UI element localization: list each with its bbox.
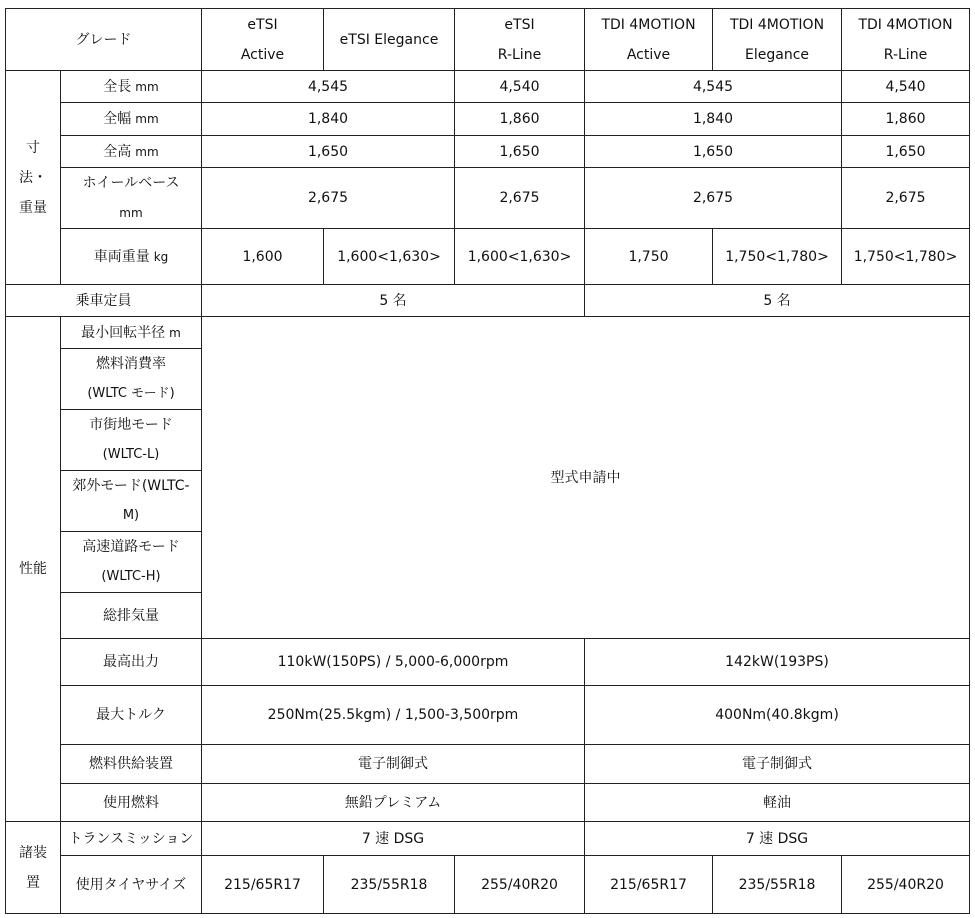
pending-notice: 型式申請中 [202, 317, 970, 639]
max-torque-etsi: 250Nm(25.5kgm) / 1,500-3,500rpm [202, 686, 585, 745]
weight-value: 1,600<1,630> [455, 229, 585, 285]
label-wheelbase: ホイールベース mm [61, 168, 202, 229]
row-fuel-type [6, 784, 970, 822]
label-fuel-type: 使用燃料 [61, 784, 202, 822]
grade-etsi-elegance: eTSI Elegance [324, 9, 455, 71]
height-tdi-rline: 1,650 [842, 136, 970, 168]
label-max-output: 最高出力 [61, 639, 202, 686]
section-performance: 性能 [6, 317, 61, 822]
row-transmission [6, 822, 970, 856]
max-output-etsi: 110kW(150PS) / 5,000-6,000rpm [202, 639, 585, 686]
row-length [6, 71, 970, 103]
length-tdi-rline: 4,540 [842, 71, 970, 103]
weight-value: 1,750 [585, 229, 713, 285]
grade-etsi-active: eTSI Active [202, 9, 324, 71]
row-height [6, 136, 970, 168]
header-row [6, 9, 970, 71]
wheelbase-etsi: 2,675 [202, 168, 455, 229]
row-tires [6, 856, 970, 914]
max-output-tdi: 142kW(193PS) [585, 639, 970, 686]
height-etsi: 1,650 [202, 136, 455, 168]
grade-tdi-active: TDI 4MOTION Active [585, 9, 713, 71]
grade-tdi-elegance: TDI 4MOTION Elegance [713, 9, 842, 71]
label-height: 全高 mm [61, 136, 202, 168]
tire-size: 215/65R17 [202, 856, 324, 914]
label-displacement: 総排気量 [61, 593, 202, 639]
wheelbase-etsi-rline: 2,675 [455, 168, 585, 229]
label-weight: 車両重量 kg [61, 229, 202, 285]
max-torque-tdi: 400Nm(40.8kgm) [585, 686, 970, 745]
wheelbase-tdi-rline: 2,675 [842, 168, 970, 229]
width-etsi: 1,840 [202, 103, 455, 136]
height-etsi-rline: 1,650 [455, 136, 585, 168]
length-tdi: 4,545 [585, 71, 842, 103]
tire-size: 255/40R20 [455, 856, 585, 914]
width-tdi: 1,840 [585, 103, 842, 136]
weight-value: 1,750<1,780> [713, 229, 842, 285]
section-dimensions: 寸 法・ 重量 [6, 71, 61, 285]
row-width [6, 103, 970, 136]
row-turning [6, 317, 970, 349]
grade-etsi-rline: eTSI R-Line [455, 9, 585, 71]
tire-size: 235/55R18 [324, 856, 455, 914]
fuel-system-etsi: 電子制御式 [202, 745, 585, 784]
tire-size: 235/55R18 [713, 856, 842, 914]
length-etsi-rline: 4,540 [455, 71, 585, 103]
tire-size: 215/65R17 [585, 856, 713, 914]
row-max-output [6, 639, 970, 686]
grade-label: グレード [6, 9, 202, 71]
width-tdi-rline: 1,860 [842, 103, 970, 136]
label-capacity: 乗車定員 [6, 285, 202, 317]
weight-value: 1,600 [202, 229, 324, 285]
capacity-tdi: 5 名 [585, 285, 970, 317]
weight-value: 1,600<1,630> [324, 229, 455, 285]
label-width: 全幅 mm [61, 103, 202, 136]
height-tdi: 1,650 [585, 136, 842, 168]
row-wheelbase [6, 168, 970, 229]
label-turning: 最小回転半径 m [61, 317, 202, 349]
label-max-torque: 最大トルク [61, 686, 202, 745]
weight-value: 1,750<1,780> [842, 229, 970, 285]
transmission-tdi: 7 速 DSG [585, 822, 970, 856]
label-suburb: 郊外モード(WLTC- M) [61, 471, 202, 532]
label-fuel-rate: 燃料消費率 (WLTC モード) [61, 349, 202, 410]
label-tires: 使用タイヤサイズ [61, 856, 202, 914]
fuel-type-etsi: 無鉛プレミアム [202, 784, 585, 822]
fuel-system-tdi: 電子制御式 [585, 745, 970, 784]
row-weight [6, 229, 970, 285]
label-fuel-system: 燃料供給装置 [61, 745, 202, 784]
tire-size: 255/40R20 [842, 856, 970, 914]
transmission-etsi: 7 速 DSG [202, 822, 585, 856]
capacity-etsi: 5 名 [202, 285, 585, 317]
fuel-type-tdi: 軽油 [585, 784, 970, 822]
row-fuel-system [6, 745, 970, 784]
section-equipment: 諸装 置 [6, 822, 61, 914]
wheelbase-tdi: 2,675 [585, 168, 842, 229]
row-max-torque [6, 686, 970, 745]
label-highway: 高速道路モード (WLTC-H) [61, 532, 202, 593]
width-etsi-rline: 1,860 [455, 103, 585, 136]
length-etsi: 4,545 [202, 71, 455, 103]
row-capacity [6, 285, 970, 317]
grade-tdi-rline: TDI 4MOTION R-Line [842, 9, 970, 71]
spec-table [5, 8, 970, 914]
label-transmission: トランスミッション [61, 822, 202, 856]
label-city: 市街地モード (WLTC-L) [61, 410, 202, 471]
label-length: 全長 mm [61, 71, 202, 103]
